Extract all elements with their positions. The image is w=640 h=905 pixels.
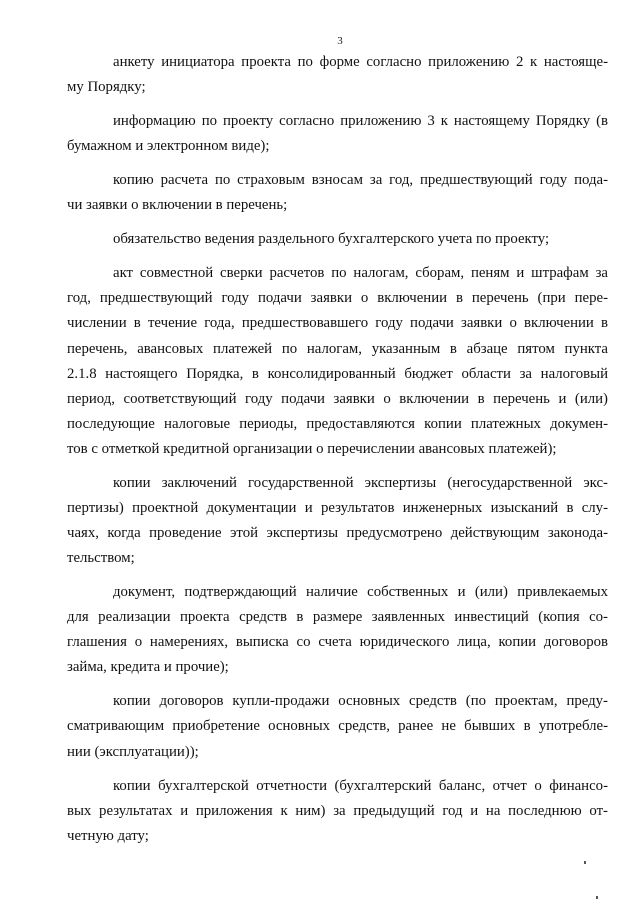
- paragraph: [67, 168, 608, 218]
- text-line: пертизы) проектной документации и результатов инженерных изысканий в слу-: [67, 499, 608, 516]
- text-line: четную дату;: [67, 827, 149, 844]
- text-line: копии договоров купли-продажи основных средств (по проектам, преду-: [113, 693, 608, 710]
- scan-speck: [584, 861, 586, 864]
- text-line: сматривающим приобретение основных средств, ранее не бывших в употребле-: [67, 718, 608, 735]
- text-line: тельством;: [67, 550, 135, 567]
- text-line: документ, подтверждающий наличие собственных и (или) привлекаемых: [113, 584, 608, 601]
- text-line: информацию по проекту согласно приложению 3 к настоящему Порядку (в: [113, 113, 608, 130]
- text-line: обязательство ведения раздельного бухгалтерского учета по проекту;: [113, 231, 550, 248]
- text-line: копию расчета по страховым взносам за год, предшествующий году пода-: [113, 172, 608, 189]
- page-number: 3: [337, 35, 343, 47]
- text-line: займа, кредита и прочие);: [67, 659, 229, 676]
- text-line: период, соответствующий году подачи заявки о включении в перечень и (или): [67, 390, 608, 407]
- paragraph: [67, 261, 608, 462]
- text-line: копии заключений государственной экспертизы (негосударственной экс-: [113, 474, 608, 491]
- text-line: бумажном и электронном виде);: [67, 138, 270, 155]
- text-line: перечень, авансовых платежей по налогам, указанным в абзаце пятом пункта: [67, 340, 608, 357]
- text-line: нии (эксплуатации));: [67, 743, 199, 760]
- text-line: чи заявки о включении в перечень;: [67, 197, 288, 214]
- text-line: копии бухгалтерской отчетности (бухгалтерский баланс, отчет о финансо-: [113, 777, 608, 794]
- text-line: анкету инициатора проекта по форме согласно приложению 2 к настояще-: [113, 54, 608, 70]
- text-line: 2.1.8 настоящего Порядка, в консолидированный бюджет области за налоговый: [67, 365, 608, 382]
- document-body: [67, 50, 608, 858]
- text-line: акт совместной сверки расчетов по налогам, сборам, пеням и штрафам за: [113, 265, 608, 282]
- text-line: тов с отметкой кредитной организации о перечислении авансовых платежей);: [67, 440, 557, 457]
- text-line: глашения о намерениях, выписка со счета юридического лица, копии договоров: [67, 634, 608, 651]
- scan-speck: [596, 896, 598, 899]
- paragraph: [67, 689, 608, 764]
- paragraph: [67, 227, 608, 252]
- paragraph: [67, 50, 608, 100]
- text-line: чаях, когда проведение этой экспертизы предусмотрено действующим законода-: [67, 525, 608, 542]
- paragraph: [67, 109, 608, 159]
- text-line: последующие налоговые периоды, предоставляются копии платежных докумен-: [67, 415, 608, 432]
- paragraph: [67, 471, 608, 571]
- paragraph: [67, 580, 608, 680]
- text-line: числении в течение года, предшествовавшего году подачи заявки о включении в: [67, 315, 608, 332]
- paragraph: [67, 774, 608, 849]
- text-line: му Порядку;: [67, 79, 146, 96]
- text-line: для реализации проекта средств в размере заявленных инвестиций (копия со-: [67, 609, 608, 626]
- text-line: год, предшествующий году подачи заявки о включении в перечень (при пере-: [67, 290, 608, 307]
- text-line: вых результатах и приложения к ним) за предыдущий год и на последнюю от-: [67, 802, 608, 819]
